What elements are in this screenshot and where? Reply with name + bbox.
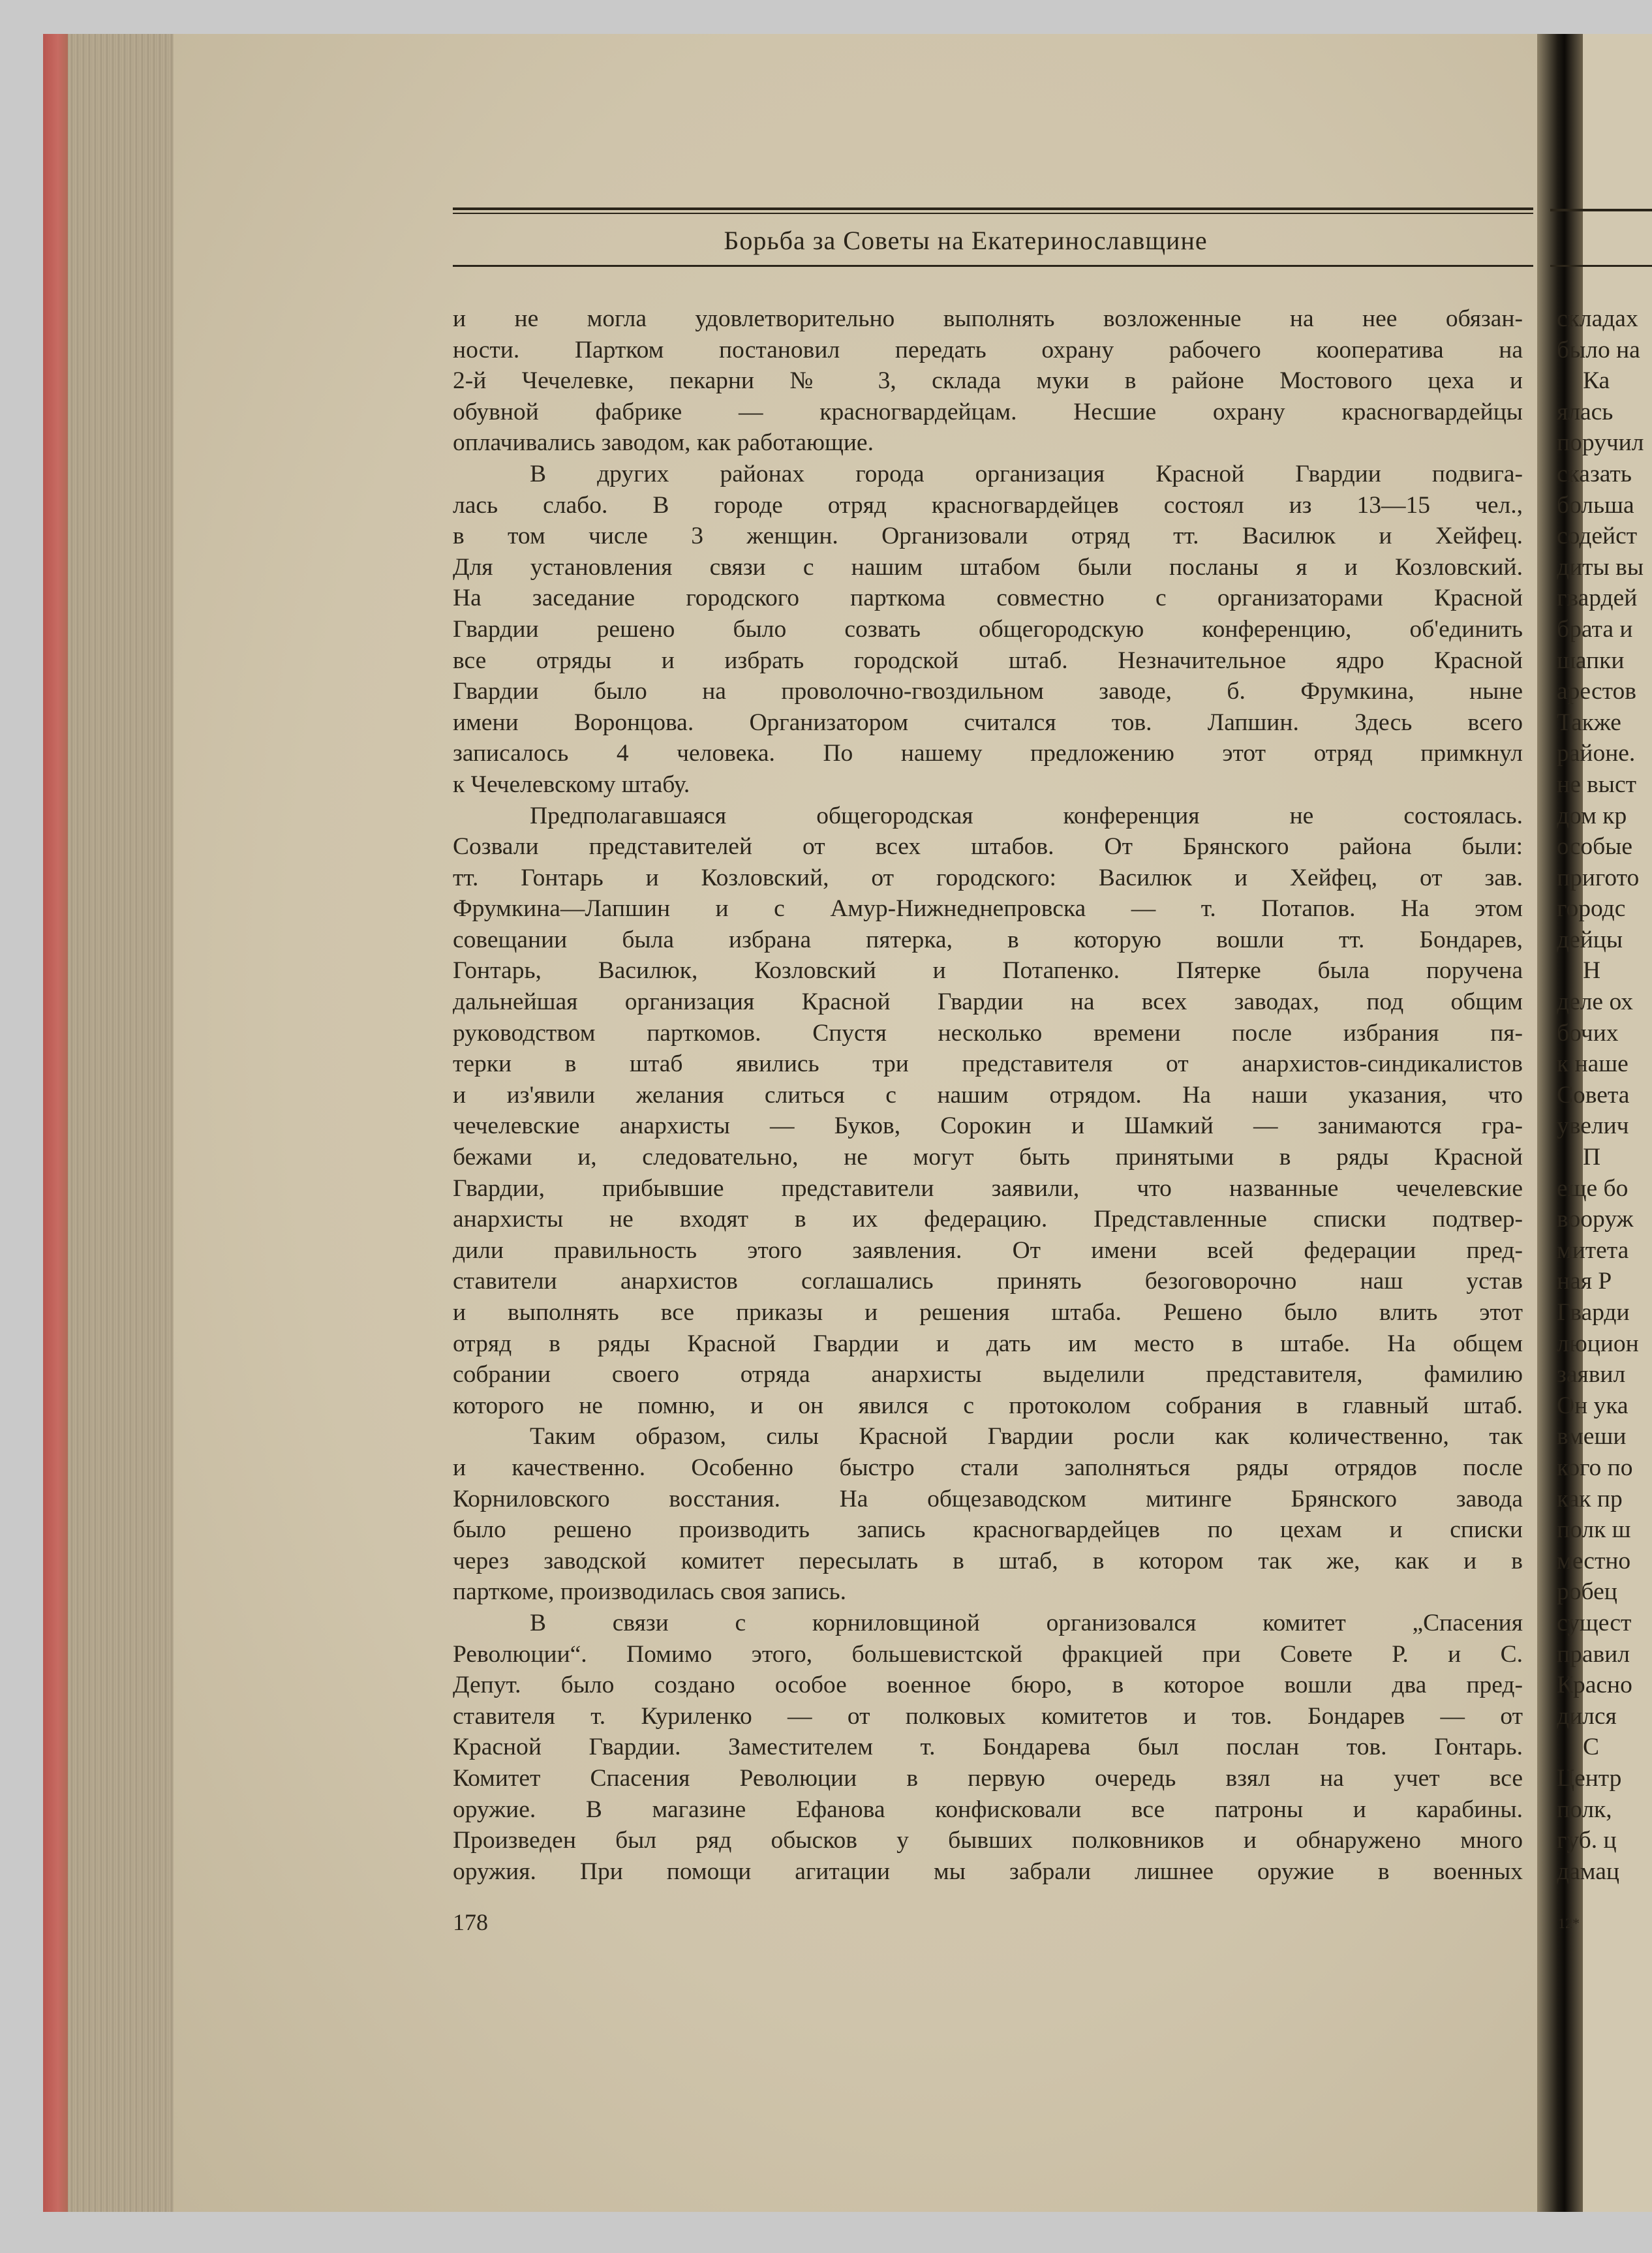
right-text-line: городс	[1557, 895, 1626, 923]
text-line: В других районах города организация Красной Гвардии подвига-	[530, 460, 1523, 487]
right-text-line: кого по	[1557, 1454, 1633, 1481]
right-text-line: районе.	[1557, 740, 1636, 767]
right-text-line: люцион	[1557, 1330, 1639, 1357]
header-rule-top-thin	[453, 213, 1533, 214]
right-header-rule-bottom	[1550, 265, 1652, 267]
right-text-line: было на	[1557, 336, 1640, 363]
right-text-line: ная Р	[1557, 1268, 1612, 1295]
right-text-line: С	[1583, 1734, 1600, 1761]
text-line: оплачивались заводом, как работающие.	[453, 429, 874, 457]
right-text-line: бочих	[1557, 1019, 1619, 1047]
text-line: Гвардии, прибывшие представители заявили, что названные чечелевские	[453, 1174, 1523, 1202]
right-text-line: шапки	[1557, 647, 1625, 674]
right-text-line: местно	[1557, 1547, 1631, 1574]
text-line: тт. Гонтарь и Козловский, от городского: Василюк и Хейфец, от зав.	[453, 864, 1523, 891]
text-line: Депут. было создано особое военное бюро, в которое вошли два пред-	[453, 1672, 1523, 1699]
text-line: лась слабо. В городе отряд красногвардейцев состоял из 13—15 чел.,	[453, 491, 1523, 519]
text-line: и из'явили желания слиться с нашим отрядом. На наши указания, что	[453, 1081, 1523, 1109]
right-text-line: полк,	[1557, 1796, 1612, 1823]
text-line: руководством парткомов. Спустя несколько времени после избрания пя-	[453, 1019, 1523, 1047]
text-line: отряд в ряды Красной Гвардии и дать им место в штабе. На общем	[453, 1330, 1523, 1357]
right-text-line: заявил	[1557, 1361, 1626, 1388]
right-text-line: дом кр	[1557, 802, 1627, 829]
right-text-line: Красно	[1557, 1672, 1632, 1699]
text-line: все отряды и избрать городской штаб. Незначительное ядро Красной	[453, 647, 1523, 674]
text-line: На заседание городского парткома совместно с организаторами Красной	[453, 585, 1523, 612]
right-text-line: дамац	[1557, 1858, 1619, 1885]
text-line: ности. Партком постановил передать охрану рабочего кооператива на	[453, 336, 1523, 363]
text-line: Корниловского восстания. На общезаводском митинге Брянского завода	[453, 1485, 1523, 1512]
left-page-body-text	[453, 303, 1523, 1887]
right-text-line: Н	[1583, 957, 1601, 985]
right-text-line: поручил	[1557, 429, 1644, 457]
text-line: через заводской комитет пересылать в штаб, в котором так же, как и в	[453, 1547, 1523, 1574]
text-line: в том числе 3 женщин. Организовали отряд тт. Василюк и Хейфец.	[453, 523, 1523, 550]
text-line: оружия. При помощи агитации мы забрали лишнее оружие в военных	[453, 1858, 1523, 1885]
right-text-line: Совета	[1557, 1081, 1630, 1109]
text-line: и выполнять все приказы и решения штаба. Решено было влить этот	[453, 1299, 1523, 1326]
right-text-line: Гварди	[1557, 1299, 1630, 1326]
header-rule-top	[453, 207, 1533, 210]
right-text-line: пригото	[1557, 864, 1640, 891]
text-line: чечелевские анархисты — Буков, Сорокин и Шамкий — занимаются гра-	[453, 1112, 1523, 1140]
text-line: Красной Гвардии. Заместителем т. Бондарева был послан тов. Гонтарь.	[453, 1734, 1523, 1761]
text-line: имени Воронцова. Организатором считался тов. Лапшин. Здесь всего	[453, 709, 1523, 736]
right-text-line: дился	[1557, 1702, 1617, 1730]
text-line: ставители анархистов соглашались принять безоговорочно наш устав	[453, 1268, 1523, 1295]
right-text-line: правил	[1557, 1640, 1630, 1668]
right-text-line: еще бо	[1557, 1174, 1629, 1202]
right-text-line: как пр	[1557, 1485, 1623, 1512]
right-text-line: сущест	[1557, 1609, 1632, 1636]
text-line: Гвардии решено было созвать общегородскую конференцию, об'единить	[453, 615, 1523, 643]
text-line: бежами и, следовательно, не могут быть принятыми в ряды Красной	[453, 1144, 1523, 1171]
text-line: 2-й Чечелевке, пекарни № 3, склада муки в районе Мостового цеха и	[453, 367, 1523, 395]
text-line: терки в штаб явились три представителя от анархистов-синдикалистов	[453, 1050, 1523, 1078]
right-text-line: гвардей	[1557, 585, 1638, 612]
text-line: парткоме, производилась своя запись.	[453, 1578, 847, 1606]
text-line: дили правильность этого заявления. От имени всей федерации пред-	[453, 1236, 1523, 1264]
right-text-line: Он ука	[1557, 1392, 1629, 1419]
text-line: которого не помню, и он явился с протоколом собрания в главный штаб.	[453, 1392, 1523, 1419]
text-line: было решено производить запись красногвардейцев по цехам и списки	[453, 1516, 1523, 1544]
text-line: В связи с корниловщиной организовался комитет „Спасения	[530, 1609, 1523, 1636]
right-text-line: П	[1583, 1144, 1601, 1171]
text-line: Гонтарь, Василюк, Козловский и Потапенко. Пятерке была поручена	[453, 957, 1523, 985]
text-line: Фрумкина—Лапшин и с Амур-Нижнеднепровска — т. Потапов. На этом	[453, 895, 1523, 923]
right-page-body-text	[1557, 303, 1644, 1887]
right-text-line: больша	[1557, 491, 1634, 519]
right-text-line: полк ш	[1557, 1516, 1631, 1544]
right-text-line: митета	[1557, 1236, 1629, 1264]
right-text-line: Центр	[1557, 1764, 1622, 1792]
right-header-rule-top	[1550, 209, 1652, 211]
text-line: собрании своего отряда анархисты выделили представителя, фамилию	[453, 1361, 1523, 1388]
text-line: Таким образом, силы Красной Гвардии росли как количественно, так	[530, 1423, 1523, 1450]
right-text-line: не выст	[1557, 771, 1637, 798]
right-text-line: дейцы	[1557, 926, 1623, 953]
text-line: дальнейшая организация Красной Гвардии на всех заводах, под общим	[453, 989, 1523, 1016]
right-text-line: вмеши	[1557, 1423, 1627, 1450]
text-line: Предполагавшаяся общегородская конференция не состоялась.	[530, 802, 1523, 829]
right-text-line: губ. ц	[1557, 1827, 1617, 1854]
text-line: анархисты не входят в их федерацию. Представленные списки подтвер-	[453, 1206, 1523, 1233]
right-page-signature-mark: 12*	[1558, 1915, 1580, 1931]
text-line: Произведен был ряд обысков у бывших полковников и обнаружено много	[453, 1827, 1523, 1854]
header-rule-bottom	[453, 265, 1533, 267]
book-edge-red	[43, 34, 68, 2212]
text-line: Созвали представителей от всех штабов. От Брянского района были:	[453, 833, 1523, 861]
right-text-line: увелич	[1557, 1112, 1629, 1140]
right-text-line: Ка	[1583, 367, 1610, 395]
right-text-line: особые	[1557, 833, 1632, 861]
right-text-line: диты вы	[1557, 553, 1644, 581]
text-line: совещании была избрана пятерка, в которую вошли тт. Бондарев,	[453, 926, 1523, 953]
text-line: к Чечелевскому штабу.	[453, 771, 690, 798]
page-number: 178	[453, 1909, 488, 1935]
text-line: Гвардии было на проволочно-гвоздильном заводе, б. Фрумкина, ныне	[453, 678, 1523, 705]
right-text-line: Также	[1557, 709, 1621, 736]
text-line: Революции“. Помимо этого, большевистской фракцией при Совете Р. и С.	[453, 1640, 1523, 1668]
text-line: Для установления связи с нашим штабом были посланы я и Козловский.	[453, 553, 1523, 581]
right-text-line: к наше	[1557, 1050, 1629, 1078]
right-text-line: ялась	[1557, 398, 1614, 425]
right-text-line: содейст	[1557, 523, 1638, 550]
text-line: записалось 4 человека. По нашему предложению этот отряд примкнул	[453, 740, 1523, 767]
right-text-line: складах	[1557, 305, 1638, 332]
right-text-line: брата и	[1557, 615, 1633, 643]
text-line: и качественно. Особенно быстро стали заполняться ряды отрядов после	[453, 1454, 1523, 1481]
running-header-title: Борьба за Советы на Екатеринославщине	[724, 226, 1208, 255]
text-line: ставителя т. Куриленко — от полковых комитетов и тов. Бондарев — от	[453, 1702, 1523, 1730]
right-text-line: арестов	[1557, 678, 1636, 705]
text-line: оружие. В магазине Ефанова конфисковали все патроны и карабины.	[453, 1796, 1523, 1823]
right-text-line: вооруж	[1557, 1206, 1634, 1233]
right-text-line: робец	[1557, 1578, 1617, 1606]
text-line: обувной фабрике — красногвардейцам. Несшие охрану красногвардейцы	[453, 398, 1523, 425]
right-text-line: деле ох	[1557, 989, 1634, 1016]
right-text-line: сказать	[1557, 460, 1632, 487]
text-line: Комитет Спасения Революции в первую очередь взял на учет все	[453, 1764, 1523, 1792]
text-line: и не могла удовлетворительно выполнять возложенные на нее обязан-	[453, 305, 1523, 332]
